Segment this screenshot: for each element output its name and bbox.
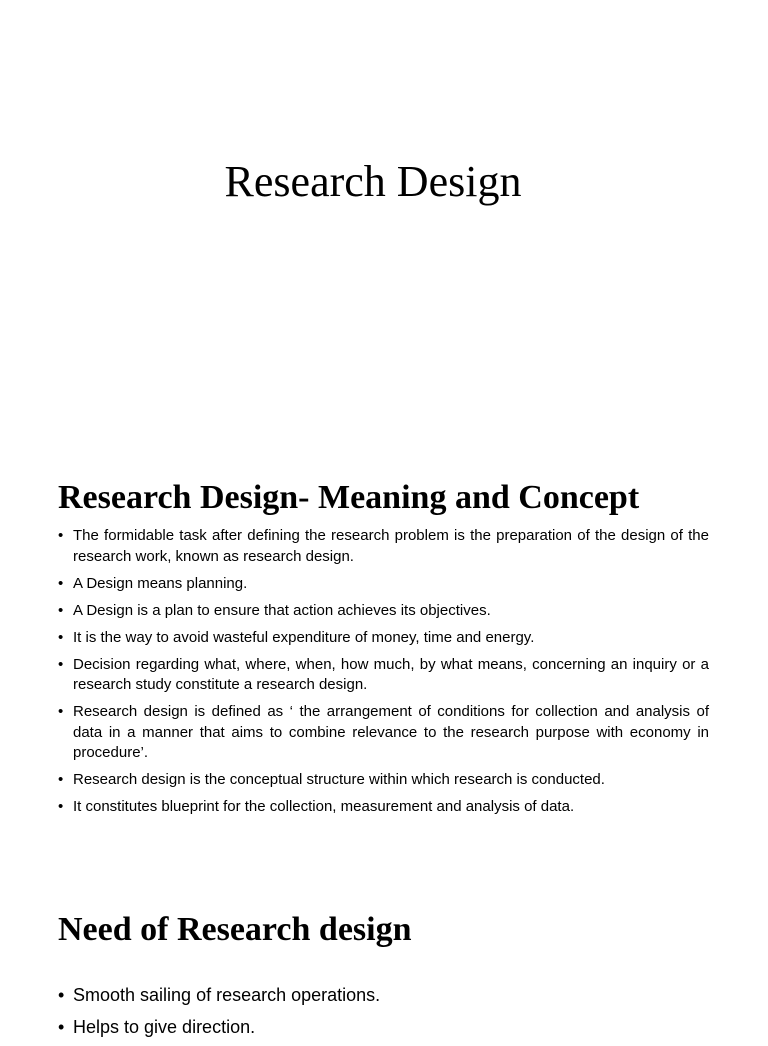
bullet-icon: • (58, 771, 64, 788)
slide-title-text: Research Design (224, 157, 522, 206)
bullet-icon: • (58, 655, 64, 673)
bullet-icon: • (58, 798, 64, 815)
bullet-text: It is the way to avoid wasteful expenditure of money, time and energy. (73, 628, 535, 646)
bullet-item (58, 702, 709, 764)
bullet-item (58, 601, 709, 622)
bullet-icon: • (58, 601, 64, 619)
bullet-text: It constitutes blueprint for the collection, measurement and analysis of data. (73, 798, 575, 815)
bullet-text: Smooth sailing of research operations. (73, 985, 381, 1005)
bullet-list (58, 526, 709, 824)
bullet-icon: • (58, 985, 65, 1005)
bullet-text: Research design is the conceptual structure within which research is conducted. (73, 771, 605, 788)
bullet-icon: • (58, 574, 64, 592)
bullet-item (58, 628, 709, 649)
slide-heading: Research Design- Meaning and Concept (58, 479, 640, 516)
bullet-item (58, 797, 709, 818)
bullet-text: Research design is defined as ‘ the arrangement of conditions for collection and analysis of data in a manner that aims to combine relevance to the research purpose with economy in procedure’. (73, 703, 709, 761)
bullet-icon: • (58, 527, 64, 544)
bullet-text: Helps to give direction. (73, 1017, 256, 1037)
bullet-item (58, 526, 709, 567)
bullet-item (58, 1014, 709, 1041)
bullet-text: A Design means planning. (73, 574, 248, 592)
bullet-icon: • (58, 703, 64, 720)
bullet-item (58, 574, 709, 595)
bullet-item (58, 770, 709, 791)
bullet-item (58, 655, 709, 696)
slide-title (0, 0, 768, 432)
slide-meaning-concept (0, 432, 768, 864)
bullet-text: Decision regarding what, where, when, how much, by what means, concerning an inquiry or a research study constitute a research design. (73, 655, 709, 693)
bullet-text: A Design is a plan to ensure that action achieves its objectives. (73, 601, 491, 619)
bullet-icon: • (58, 1017, 65, 1037)
bullet-item (58, 982, 709, 1009)
bullet-text: The formidable task after defining the research problem is the preparation of the design of the research work, known as research design. (73, 527, 709, 565)
slide-need (0, 864, 768, 1037)
bullet-icon: • (58, 628, 64, 646)
slide-heading: Need of Research design (58, 911, 412, 948)
bullet-list (58, 982, 709, 1046)
